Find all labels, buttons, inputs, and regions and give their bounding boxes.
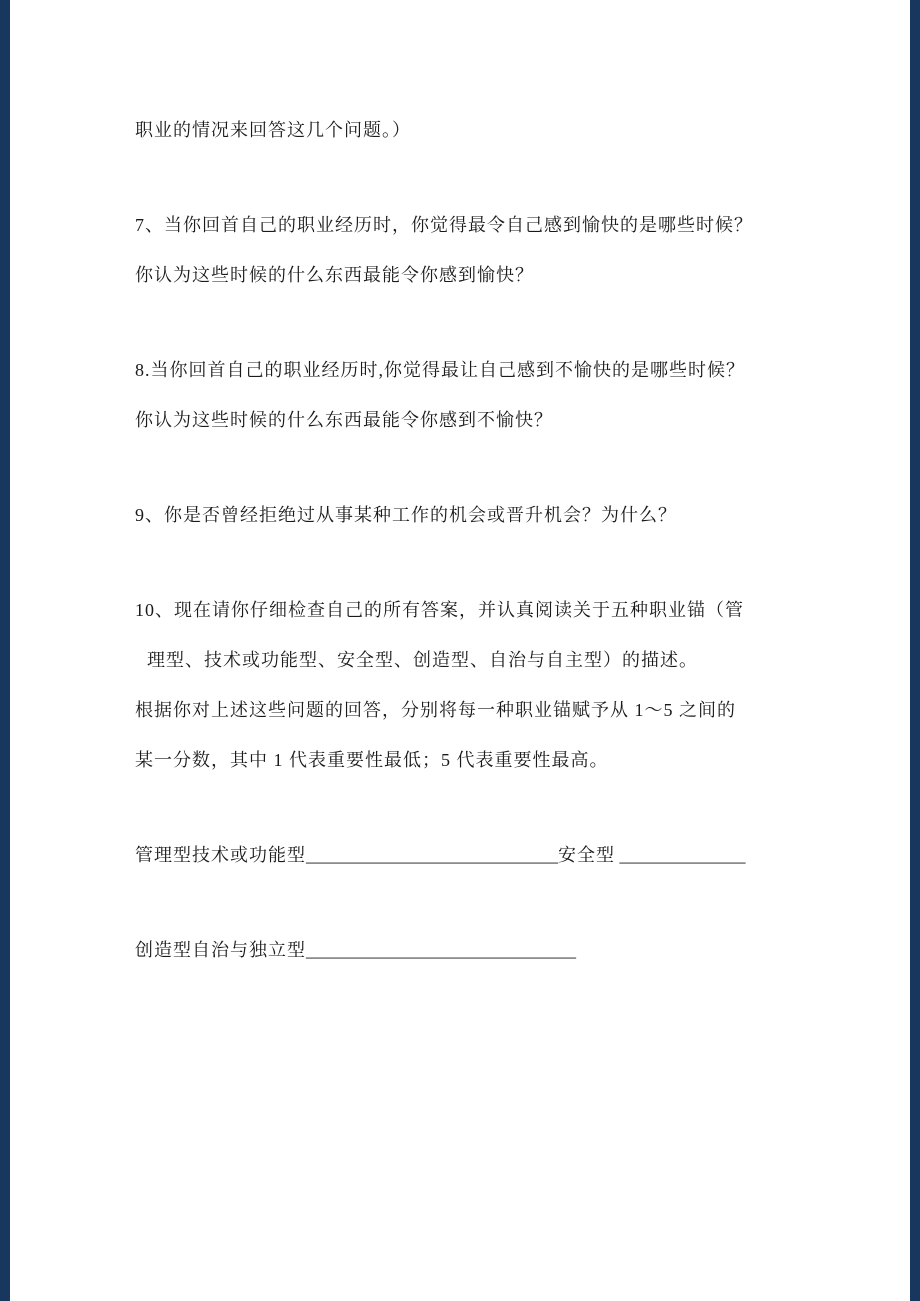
rating-blank-managerial-technical: ____________________________ [306, 845, 558, 865]
question-10-line-1: 10、现在请你仔细检查自己的所有答案，并认真阅读关于五种职业锚（管 [135, 600, 744, 620]
left-border-bar [0, 0, 10, 1301]
rating-blank-creative-autonomy: ______________________________ [306, 940, 576, 960]
right-border-bar [910, 0, 920, 1301]
intro-paragraph [135, 105, 795, 155]
rating-label-creative-autonomy: 创造型自治与独立型 [135, 940, 306, 960]
question-10-line-4: 某一分数，其中 1 代表重要性最低；5 代表重要性最高。 [135, 750, 609, 770]
question-7 [135, 200, 795, 300]
question-9 [135, 490, 795, 540]
question-8-line-1: 8.当你回首自己的职业经历时,你觉得最让自己感到不愉快的是哪些时候？ [135, 360, 745, 380]
rating-blank-security: ______________ [615, 845, 746, 865]
intro-line: 职业的情况来回答这几个问题。） [135, 120, 411, 140]
rating-row-2 [135, 925, 795, 975]
question-9-line-1: 9、你是否曾经拒绝过从事某种工作的机会或晋升机会？为什么？ [135, 505, 677, 525]
question-10-line-2: 理型、技术或功能型、安全型、创造型、自治与自主型）的描述。 [147, 650, 698, 670]
question-8-line-2: 你认为这些时候的什么东西最能令你感到不愉快？ [135, 410, 553, 430]
question-8 [135, 345, 795, 445]
document-content [135, 105, 795, 975]
rating-row-1 [135, 830, 795, 880]
question-10 [135, 585, 795, 785]
question-7-line-2: 你认为这些时候的什么东西最能令你感到愉快？ [135, 265, 534, 285]
rating-label-managerial-technical: 管理型技术或功能型 [135, 845, 306, 865]
question-7-line-1: 7、当你回首自己的职业经历时，你觉得最令自己感到愉快的是哪些时候？ [135, 215, 753, 235]
rating-label-security: 安全型 [558, 845, 615, 865]
question-10-line-3: 根据你对上述这些问题的回答，分别将每一种职业锚赋予从 1～5 之间的 [135, 700, 736, 720]
